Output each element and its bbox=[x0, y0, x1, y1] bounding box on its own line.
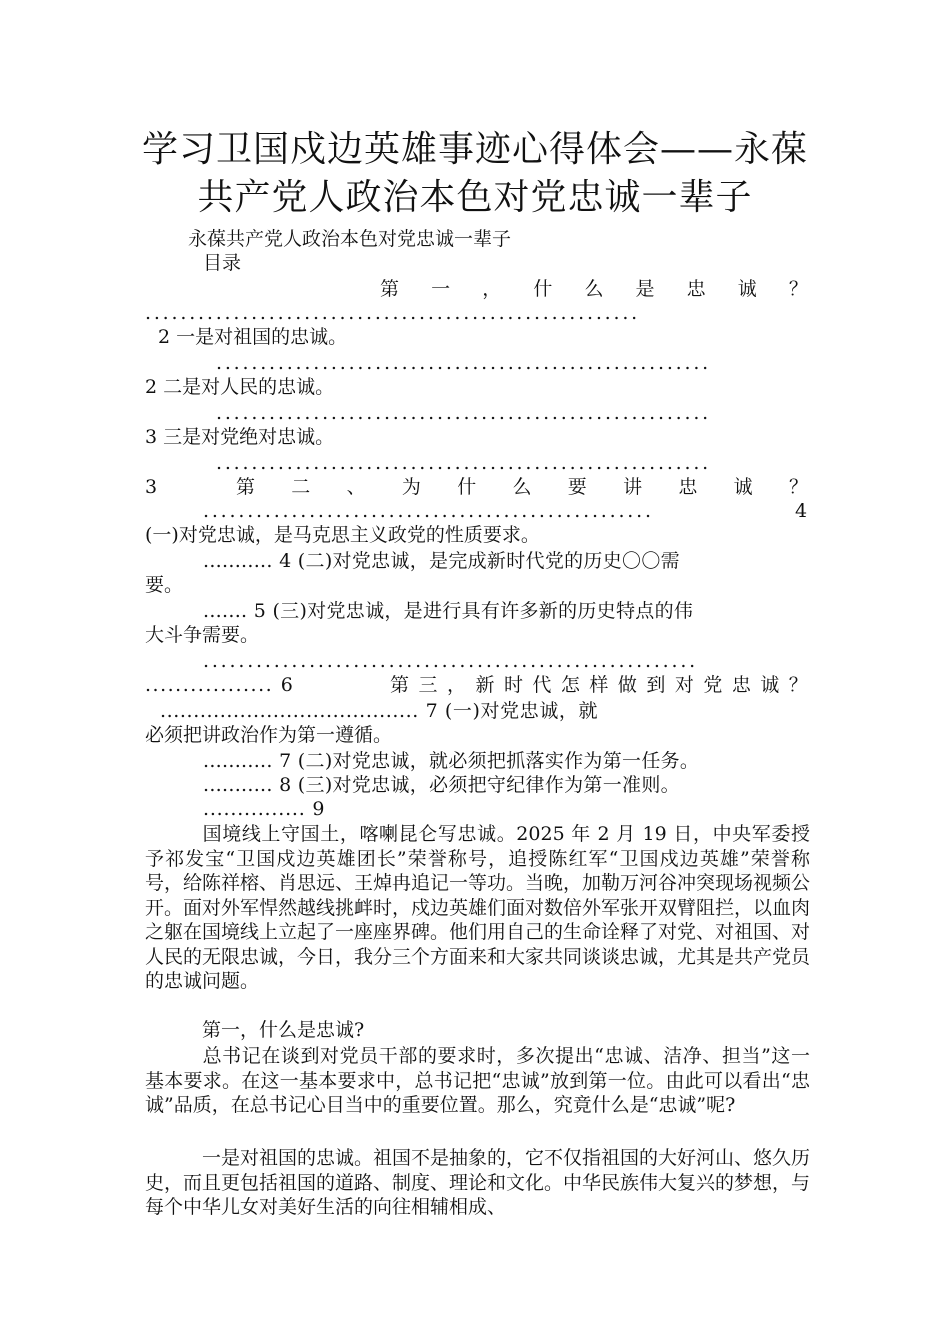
toc-dot-leader: ........................................................ bbox=[216, 352, 712, 374]
toc-page-number: ................. 6 bbox=[145, 674, 295, 696]
body-paragraph: 一是对祖国的忠诚。祖国不是抽象的，它不仅指祖国的大好河山、悠久历史，而且更包括祖国的道路、制度、理论和文化。中华民族伟大复兴的梦想，与每个中华儿女对美好生活的向往相辅相成、 bbox=[145, 1147, 811, 1218]
toc-heading-char: 忠 bbox=[686, 278, 706, 300]
toc-heading-char: 什 bbox=[533, 278, 553, 300]
toc-page-number: 3 bbox=[145, 476, 158, 498]
toc-item-2: 2 二是对人民的忠诚。 bbox=[145, 376, 335, 398]
toc-dot-leader: ........................................................ bbox=[203, 650, 699, 672]
toc-heading-char: 要 bbox=[567, 476, 587, 498]
toc-heading-char: 忠 bbox=[678, 476, 698, 498]
toc-heading-char: ？ bbox=[788, 278, 808, 300]
toc-heading-char: 二 bbox=[291, 476, 311, 498]
toc-heading-char: ， bbox=[482, 278, 502, 300]
toc-heading-char: 么 bbox=[512, 476, 532, 498]
toc-label: 目录 bbox=[203, 252, 242, 274]
toc-subitem-5: ........... 7 (二)对党忠诚，就必须把抓落实作为第一任务。 bbox=[203, 750, 700, 772]
toc-dot-leader: ........................................................ bbox=[145, 302, 641, 324]
toc-heading-char: 时 bbox=[503, 674, 523, 696]
toc-heading-char: 什 bbox=[457, 476, 477, 498]
toc-heading-char: 代 bbox=[532, 674, 552, 696]
body-paragraph: 国境线上守国土，喀喇昆仑写忠诚。2025 年 2 月 19 日，中央军委授予祁发宝“卫国戍边英雄团长”荣誉称号，追授陈红军“卫国戍边英雄”荣誉称号，给陈祥榕、肖思远、王焯冉追记一等功。当晚，加勒万河谷冲突现场视频公开。面对外军悍然越线挑衅时，戍边英雄们面对数倍外军张开双臂阻拦，以血肉之躯在国境线上立起了一座座界碑。他们用自己的生命诠释了对党、对祖国、对人民的无限忠诚，今日，我分三个方面来和大家共同谈谈忠诚，尤其是共产党员的忠诚问题。 bbox=[145, 823, 811, 992]
toc-page-number: 4 bbox=[795, 500, 808, 522]
toc-heading-char: 新 bbox=[475, 674, 495, 696]
toc-heading-char: 么 bbox=[584, 278, 604, 300]
toc-heading-char: 诚 bbox=[733, 476, 753, 498]
toc-subitem-6: ........... 8 (三)对党忠诚，必须把守纪律作为第一准则。 bbox=[203, 774, 680, 796]
toc-heading-char: 党 bbox=[703, 674, 723, 696]
section-heading: 第一，什么是忠诚? bbox=[202, 1019, 365, 1041]
toc-dot-leader: ................................................... bbox=[203, 500, 654, 522]
toc-heading-char: 第 bbox=[390, 674, 410, 696]
toc-subitem-3: ....... 5 (三)对党忠诚，是进行具有许多新的历史特点的伟 bbox=[203, 600, 694, 622]
toc-heading-char: 第 bbox=[236, 476, 256, 498]
toc-heading-3 bbox=[390, 672, 808, 698]
toc-heading-char: 对 bbox=[674, 674, 694, 696]
toc-heading-char: 三 bbox=[418, 674, 438, 696]
toc-heading-char: 诚 bbox=[760, 674, 780, 696]
body-paragraph: 总书记在谈到对党员干部的要求时，多次提出“忠诚、洁净、担当”这一基本要求。在这一基本要求中，总书记把“忠诚”放到第一位。由此可以看出“忠诚”品质，在总书记心目当中的重要位置。那么，究竟什么是“忠诚”呢? bbox=[145, 1045, 810, 1116]
toc-heading-char: 讲 bbox=[623, 476, 643, 498]
toc-dot-leader: ........................................................ bbox=[216, 402, 712, 424]
toc-heading-char: 第 bbox=[380, 278, 400, 300]
document-title-line-2: 共产党人政治本色对党忠诚一辈子 bbox=[197, 177, 753, 218]
toc-subitem-1: (一)对党忠诚，是马克思主义政党的性质要求。 bbox=[145, 524, 540, 546]
toc-heading-char: ？ bbox=[788, 476, 808, 498]
toc-heading-char: 做 bbox=[617, 674, 637, 696]
toc-subitem-4-continued: 必须把讲政治作为第一遵循。 bbox=[145, 724, 393, 746]
toc-heading-1 bbox=[380, 276, 808, 302]
toc-heading-char: 是 bbox=[635, 278, 655, 300]
toc-heading-char: 一 bbox=[431, 278, 451, 300]
toc-heading-char: 诚 bbox=[737, 278, 757, 300]
toc-heading-char: 为 bbox=[401, 476, 421, 498]
toc-heading-char: 怎 bbox=[560, 674, 580, 696]
toc-heading-char: ， bbox=[446, 674, 466, 696]
toc-subitem-3-continued: 大斗争需要。 bbox=[145, 624, 260, 646]
toc-item-1: 2 一是对祖国的忠诚。 bbox=[158, 326, 348, 348]
toc-heading-2 bbox=[236, 474, 808, 500]
document-title-line-1: 学习卫国戍边英雄事迹心得体会——永葆 bbox=[141, 129, 808, 170]
toc-heading-char: 忠 bbox=[731, 674, 751, 696]
toc-heading-char: ？ bbox=[788, 674, 808, 696]
toc-heading-char: 到 bbox=[646, 674, 666, 696]
toc-subitem-2: ........... 4 (二)对党忠诚，是完成新时代党的历史〇〇需 bbox=[203, 550, 680, 572]
toc-heading-char: 、 bbox=[346, 476, 366, 498]
toc-dot-leader: ........................................................ bbox=[216, 452, 712, 474]
toc-subitem-2-continued: 要。 bbox=[145, 574, 184, 596]
toc-page-number: ............... 9 bbox=[203, 798, 326, 820]
subtitle: 永葆共产党人政治本色对党忠诚一辈子 bbox=[188, 228, 512, 250]
toc-subitem-4: ....................................... 7 (一)对党忠诚，就 bbox=[160, 700, 599, 722]
toc-heading-char: 样 bbox=[589, 674, 609, 696]
toc-item-3: 3 三是对党绝对忠诚。 bbox=[145, 426, 335, 448]
